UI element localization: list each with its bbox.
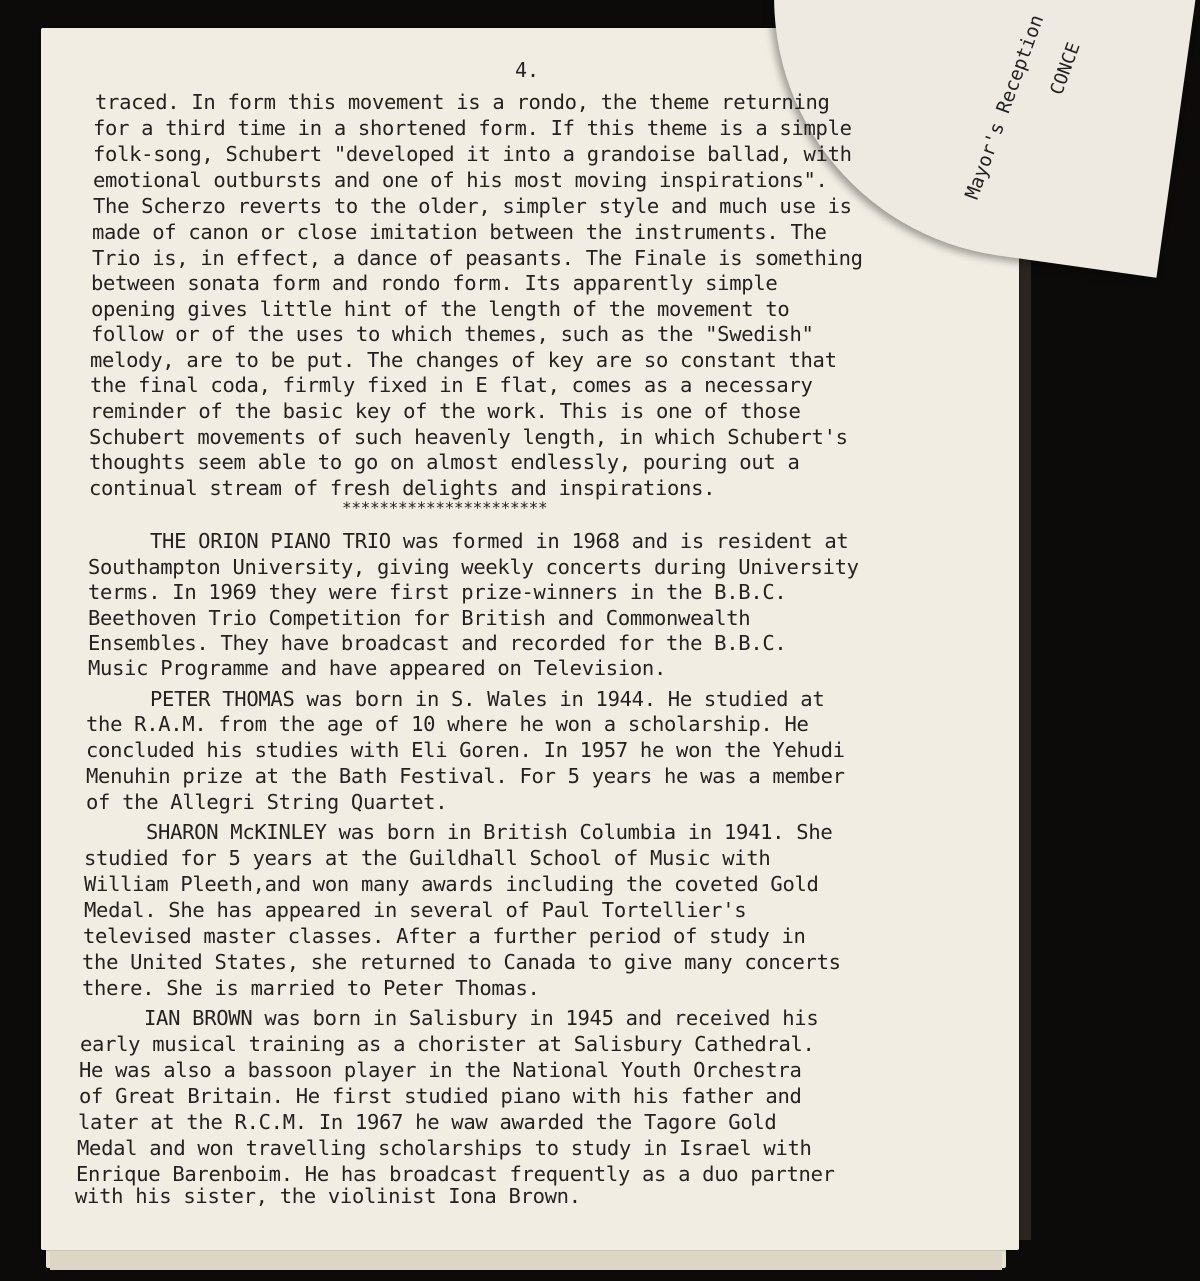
text-line: early musical training as a chorister at Salisbury Cathedral.: [80, 1032, 815, 1056]
text-line: IAN BROWN was born in Salisbury in 1945 and received his: [144, 1006, 819, 1030]
text-line: THE ORION PIANO TRIO was formed in 1968 and is resident at: [150, 529, 849, 553]
text-line: melody, are to be put. The changes of key are so constant that: [90, 348, 837, 372]
text-line: Ensembles. They have broadcast and recorded for the B.B.C.: [88, 631, 787, 655]
text-line: televised master classes. After a further period of study in: [83, 924, 806, 948]
text-line: Southampton University, giving weekly concerts during University: [88, 555, 859, 579]
text-line: continual stream of fresh delights and inspirations.: [89, 476, 716, 500]
text-line: The Scherzo reverts to the older, simpler style and much use is: [93, 194, 852, 218]
text-line: there. She is married to Peter Thomas.: [82, 976, 540, 1000]
text-line: Schubert movements of such heavenly length, in which Schubert's: [89, 425, 848, 449]
text-line: folk-song, Schubert "developed it into a grandoise ballad, with: [93, 142, 852, 166]
section-separator: **********************: [342, 498, 548, 517]
text-line: concluded his studies with Eli Goren. In 1957 he won the Yehudi: [86, 738, 845, 762]
text-line: Trio is, in effect, a dance of peasants. The Finale is something: [92, 246, 863, 270]
text-line: reminder of the basic key of the work. This is one of those: [90, 399, 801, 423]
text-line: for a third time in a shortened form. If this theme is a simple: [93, 116, 852, 140]
text-line: Medal. She has appeared in several of Paul Tortellier's: [84, 898, 747, 922]
text-line: opening gives little hint of the length of the movement to: [91, 297, 790, 321]
text-line: traced. In form this movement is a rondo, the theme returning: [95, 90, 830, 114]
text-line: between sonata form and rondo form. Its apparently simple: [91, 271, 778, 295]
text-line: follow or of the uses to which themes, such as the "Swedish": [91, 322, 814, 346]
text-line: Music Programme and have appeared on Television.: [88, 656, 667, 680]
text-line: with his sister, the violinist Iona Brown.: [75, 1184, 581, 1208]
text-line: Beethoven Trio Competition for British and Commonwealth: [88, 606, 751, 630]
text-line: emotional outbursts and one of his most moving inspirations".: [93, 168, 828, 192]
text-line: the R.A.M. from the age of 10 where he won a scholarship. He: [86, 712, 809, 736]
text-line: William Pleeth,and won many awards including the coveted Gold: [84, 872, 819, 896]
text-line: terms. In 1969 they were first prize-winners in the B.B.C.: [88, 580, 787, 604]
page-edge-shadow: [1019, 230, 1031, 1240]
text-line: PETER THOMAS was born in S. Wales in 1944. He studied at: [150, 687, 825, 711]
text-line: the United States, she returned to Canada to give many concerts: [82, 950, 841, 974]
text-line: made of canon or close imitation between the instruments. The: [92, 220, 827, 244]
text-line: the final coda, firmly fixed in E flat, comes as a necessary: [90, 373, 813, 397]
curl-concert-text: CONCE: [1046, 39, 1085, 98]
text-line: Enrique Barenboim. He has broadcast frequently as a duo partner: [76, 1162, 835, 1186]
text-line: He was also a bassoon player in the National Youth Orchestra: [79, 1058, 802, 1082]
text-line: Menuhin prize at the Bath Festival. For 5 years he was a member: [86, 764, 845, 788]
text-line: of the Allegri String Quartet.: [86, 790, 448, 814]
text-line: SHARON McKINLEY was born in British Columbia in 1941. She: [146, 820, 833, 844]
underlying-page-edge: [50, 1252, 1002, 1270]
text-line: later at the R.C.M. In 1967 he waw awarded the Tagore Gold: [78, 1110, 777, 1134]
text-line: studied for 5 years at the Guildhall School of Music with: [84, 846, 771, 870]
text-line: of Great Britain. He first studied piano with his father and: [79, 1084, 802, 1108]
page-number: 4.: [515, 58, 540, 82]
text-line: Medal and won travelling scholarships to study in Israel with: [77, 1136, 812, 1160]
curl-mayor-text: Mayor's Reception: [961, 11, 1049, 203]
text-line: thoughts seem able to go on almost endlessly, pouring out a: [89, 450, 800, 474]
